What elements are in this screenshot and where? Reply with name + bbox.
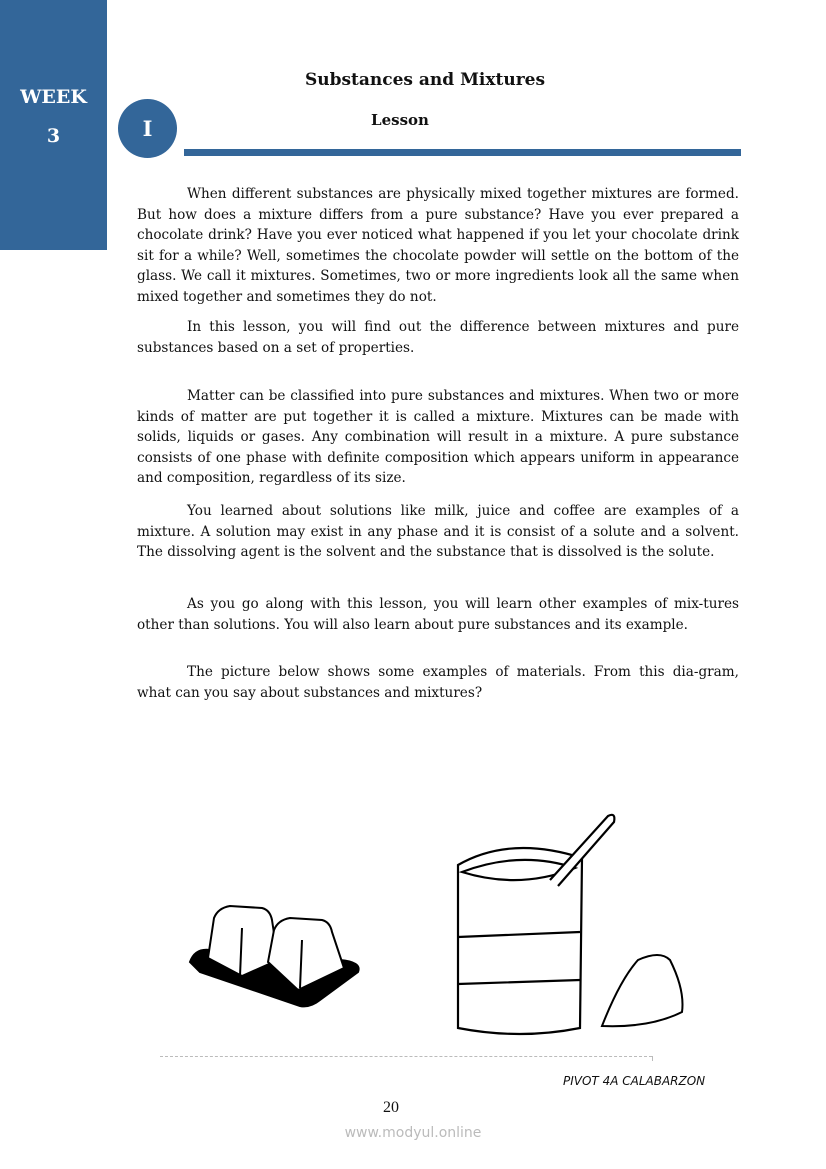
chocolate-powder-pile (602, 955, 683, 1026)
materials-illustration (150, 800, 750, 1040)
week-tab (0, 0, 107, 250)
section-marker: I (118, 99, 177, 158)
week-label: WEEK (20, 86, 87, 108)
paragraph-4: You learned about solutions like milk, juice and coffee are examples of a mixture. A solution may exist in any phase and it is consist of a solute and a solvent. The dissolving agent is the solvent and the substance that is dissolved is the solute. (137, 503, 739, 561)
footer-divider (160, 1056, 652, 1057)
publisher-label: PIVOT 4A CALABARZON (563, 1074, 706, 1088)
paragraph-1: When different substances are physically mixed together mixtures are formed. But how does a mixture differs from a pure substance? Have you ever prepared a chocolate drink? Have you ever noticed what happened if you let your chocolate drink sit for a while? Well, sometimes the chocolate powder will settle on the bottom of the glass. We call it mixtures. Sometimes, two or more ingredients look all the same when mixed together and sometimes they do not. (137, 186, 739, 305)
page-title: Substances and Mixtures (304, 70, 546, 90)
glass-of-chocolate-drink (458, 815, 614, 1034)
page-number: 20 (383, 1099, 399, 1116)
week-number: 3 (46, 125, 61, 147)
watermark: www.modyul.online (344, 1125, 482, 1141)
paragraph-6: The picture below shows some examples of materials. From this dia-gram, what can you say about substances and mixtures? (137, 664, 739, 701)
header-divider (184, 149, 741, 156)
paragraph-3: Matter can be classified into pure substances and mixtures. When two or more kinds of matter are put together it is called a mixture. Mixtures can be made with solids, liquids or gases. Any combination will result in a mixture. A pure substance consists of one phase with definite composition which appears uniform in appearance and composition, regardless of its size. (137, 388, 739, 487)
paragraph-2: In this lesson, you will find out the difference between mixtures and pure substances based on a set of properties. (137, 319, 739, 356)
footer-divider-tick (652, 1056, 653, 1061)
page-subtitle: Lesson (371, 111, 429, 129)
ice-cubes-on-tray (190, 906, 359, 1006)
paragraph-5: As you go along with this lesson, you will learn other examples of mix-tures other than solutions. You will also learn about pure substances and its example. (137, 596, 739, 633)
